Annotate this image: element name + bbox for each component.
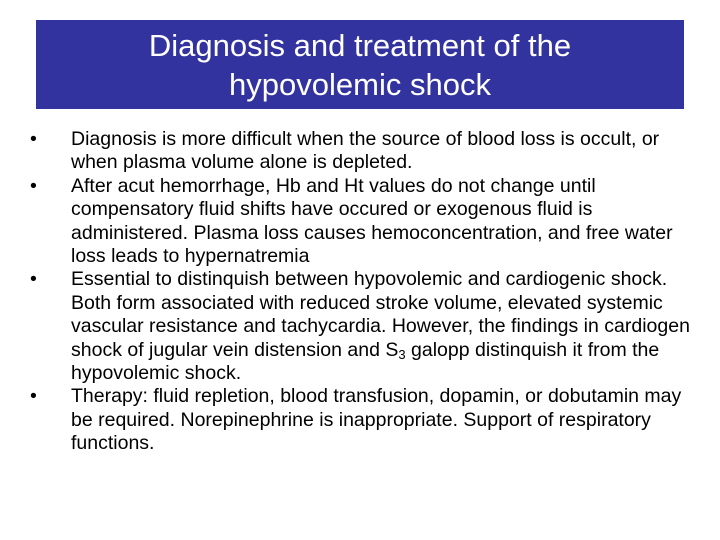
bullet-item bbox=[30, 268, 690, 385]
bullet-dot-icon: • bbox=[30, 128, 37, 150]
bullet-item bbox=[30, 128, 690, 175]
bullet-text bbox=[71, 268, 690, 384]
bullet-text-part: Essential to distinquish between hypovolemic and cardiogenic shock. Both form associated with reduced stroke volume, elevated systemic vascular resistance and tachycardia. However, the findings in cardiogen shock of jugular vein distension and S bbox=[71, 268, 690, 361]
slide-title: Diagnosis and treatment of the hypovolemic shock bbox=[148, 27, 572, 102]
bullet-item bbox=[30, 385, 690, 455]
bullet-dot-icon: • bbox=[30, 174, 37, 197]
bullet-item bbox=[30, 175, 690, 269]
title-bar bbox=[36, 20, 684, 109]
bullet-list bbox=[30, 128, 690, 456]
bullet-dot-icon: • bbox=[30, 385, 37, 408]
bullet-text: Diagnosis is more difficult when the source of blood loss is occult, or when plasma volume alone is depleted. bbox=[71, 128, 660, 174]
bullet-dot-icon: • bbox=[30, 268, 37, 291]
subscript: 3 bbox=[398, 346, 406, 362]
bullet-text: Therapy: fluid repletion, blood transfusion, dopamin, or dobutamin may be required. Norepinephrine is inappropriate. Support of respiratory functions. bbox=[71, 385, 682, 455]
bullet-text: After acut hemorrhage, Hb and Ht values do not change until compensatory fluid shifts have occured or exogenous fluid is administered. Plasma loss causes hemoconcentration, and free water loss leads to hypernatremia bbox=[71, 174, 673, 268]
bullet-text-part: galopp distinquish it from the hypovolemic shock. bbox=[71, 338, 660, 385]
